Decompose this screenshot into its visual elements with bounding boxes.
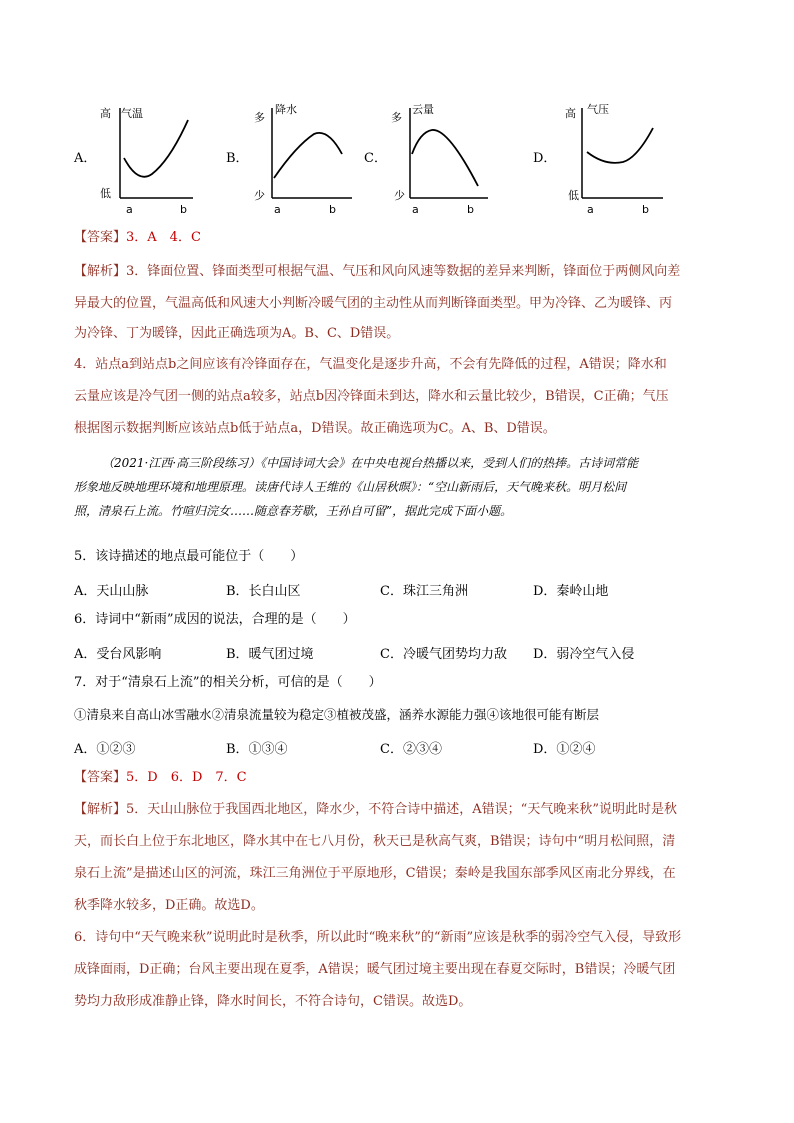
q7-items: ①清泉来自高山冰雪融水②清泉流量较为稳定③植被茂盛，涵养水源能力强④该地很可能有断层 xyxy=(74,707,600,722)
chart-c-bottom: 少 xyxy=(394,189,405,202)
chart-b-svg xyxy=(252,100,372,218)
source-line-1: （2021·江西·高三阶段练习）《中国诗词大会》在中央电视台热播以来，受到人们的热捧。古诗词常能 xyxy=(102,456,639,470)
answer-block-2 xyxy=(74,769,247,787)
analysis-2-line-1: 4．站点a到站点b之间应该有冷锋面存在，气温变化是逐步升高，不会有先降低的过程，A错误；降水和 xyxy=(74,357,667,372)
analysis-4-line-3: 势均力敌形成准静止锋，降水时间长，不符合诗句，C错误。故选D。 xyxy=(74,994,472,1009)
q6-option-d: D．弱冷空气入侵 xyxy=(533,647,635,662)
answer-2-tag: 【答案】 xyxy=(74,770,127,785)
analysis-3-line-4: 秋季降水较多，D正确。故选D。 xyxy=(74,898,264,913)
analysis-1-line-2: 异最大的位置，气温高低和风速大小判断冷暖气团的主动性从而判断锋面类型。甲为冷锋、乙为暖锋、丙 xyxy=(74,296,673,311)
answer-text: 3．A 4．C xyxy=(126,230,201,245)
chart-a xyxy=(98,100,218,218)
analysis-4-line-1: 6．诗句中“天气晚来秋”说明此时是秋季，所以此时“晚来秋”的“新雨”应该是秋季的弱冷空气入侵，导致形 xyxy=(74,930,682,945)
q5-stem: 5．该诗描述的地点最可能位于（ ） xyxy=(74,549,304,564)
chart-b-top: 多 xyxy=(254,111,265,124)
chart-c xyxy=(390,100,510,218)
source-line-3: 照，清泉石上流。竹喧归浣女……随意春芳歇，王孙自可留”，据此完成下面小题。 xyxy=(74,504,513,518)
analysis-2-line-3: 根据图示数据判断应该站点b低于站点a，D错误。故正确选项为C。A、B、D错误。 xyxy=(74,421,556,436)
chart-b-bottom: 少 xyxy=(254,189,265,202)
chart-a-xa: a xyxy=(126,203,133,216)
q7-option-c: C．②③④ xyxy=(380,742,442,757)
q7-option-b: B．①③④ xyxy=(226,742,288,757)
q6-stem: 6．诗词中“新雨”成因的说法，合理的是（ ） xyxy=(74,612,356,627)
chart-c-curve xyxy=(412,130,478,186)
chart-a-top: 高 xyxy=(100,107,111,120)
chart-c-top: 多 xyxy=(391,111,402,124)
chart-c-xb: b xyxy=(467,203,474,216)
chart-d-curve xyxy=(587,128,653,163)
chart-d-xb: b xyxy=(642,203,649,216)
q5-option-d: D．秦岭山地 xyxy=(533,584,609,599)
analysis-4-line-2: 成锋面雨，D正确；台风主要出现在夏季，A错误；暖气团过境主要出现在春夏交际时，B错误；冷暖气团 xyxy=(74,962,676,977)
analysis-1-line-1: 【解析】3．锋面位置、锋面类型可根据气温、气压和风向风速等数据的差异来判断，锋面位于两侧风向差 xyxy=(74,264,681,279)
q6-option-b: B．暖气团过境 xyxy=(226,647,314,662)
analysis-3-line-1: 【解析】5．天山山脉位于我国西北地区，降水少，不符合诗中描述，A错误；“天气晚来秋”说明此时是秋 xyxy=(74,802,677,817)
answer-block-1 xyxy=(74,229,201,247)
q7-option-a: A．①②③ xyxy=(74,742,136,757)
chart-a-curve xyxy=(124,120,188,177)
chart-d-xa: a xyxy=(587,203,594,216)
chart-c-xa: a xyxy=(412,203,419,216)
q5-option-b: B．长白山区 xyxy=(226,584,301,599)
chart-d xyxy=(565,100,685,218)
q7-stem: 7．对于“清泉石上流”的相关分析，可信的是（ ） xyxy=(74,675,382,690)
q5-option-a: A．天山山脉 xyxy=(74,584,149,599)
option-c-letter: C． xyxy=(364,151,387,166)
chart-c-svg xyxy=(390,100,510,218)
option-d-letter: D． xyxy=(533,151,557,166)
option-a-letter: A． xyxy=(74,151,97,166)
analysis-3-tag: 【解析】 xyxy=(74,802,127,817)
chart-a-svg xyxy=(98,100,218,218)
chart-d-top: 高 xyxy=(565,107,576,120)
chart-c-ylabel: 云量 xyxy=(412,103,434,116)
chart-d-bottom: 低 xyxy=(568,189,579,202)
analysis-3-line-2: 天，而长白上位于东北地区，降水其中在七八月份，秋天已是秋高气爽，B错误；诗句中“明月松间照，清 xyxy=(74,834,676,849)
q7-option-d: D．①②④ xyxy=(533,742,596,757)
chart-b-xa: a xyxy=(274,203,281,216)
analysis-1-line-3: 为冷锋、丁为暖锋，因此正确选项为A。B、C、D错误。 xyxy=(74,326,400,341)
chart-b-xb: b xyxy=(329,203,336,216)
option-b-letter: B． xyxy=(226,151,249,166)
analysis-2-line-2: 云量应该是冷气团一侧的站点a较多，站点b因冷锋面未到达，降水和云量比较少，B错误，C正确；气压 xyxy=(74,389,669,404)
chart-a-ylabel: 气温 xyxy=(121,107,143,120)
analysis-tag: 【解析】 xyxy=(74,264,127,279)
analysis-3-line-3: 泉石上流”是描述山区的河流，珠江三角洲位于平原地形，C错误；秦岭是我国东部季风区南北分界线，在 xyxy=(74,866,676,881)
chart-a-xb: b xyxy=(180,203,187,216)
chart-d-svg xyxy=(565,100,685,218)
source-paragraph xyxy=(74,451,734,523)
chart-d-ylabel: 气压 xyxy=(587,103,609,116)
chart-b xyxy=(252,100,372,218)
q6-option-c: C．冷暖气团势均力敌 xyxy=(380,647,507,662)
q6-option-a: A．受台风影响 xyxy=(74,647,162,662)
q5-option-c: C．珠江三角洲 xyxy=(380,584,468,599)
answer-2-text: 5．D 6．D 7．C xyxy=(126,770,247,785)
source-line-2: 形象地反映地理环境和地理原理。读唐代诗人王维的《山居秋暝》：“空山新雨后，天气晚来秋。明月松间 xyxy=(74,480,627,494)
chart-b-curve xyxy=(274,133,342,178)
chart-b-ylabel: 降水 xyxy=(275,103,297,116)
answer-tag: 【答案】 xyxy=(74,230,127,245)
chart-a-bottom: 低 xyxy=(100,187,111,200)
